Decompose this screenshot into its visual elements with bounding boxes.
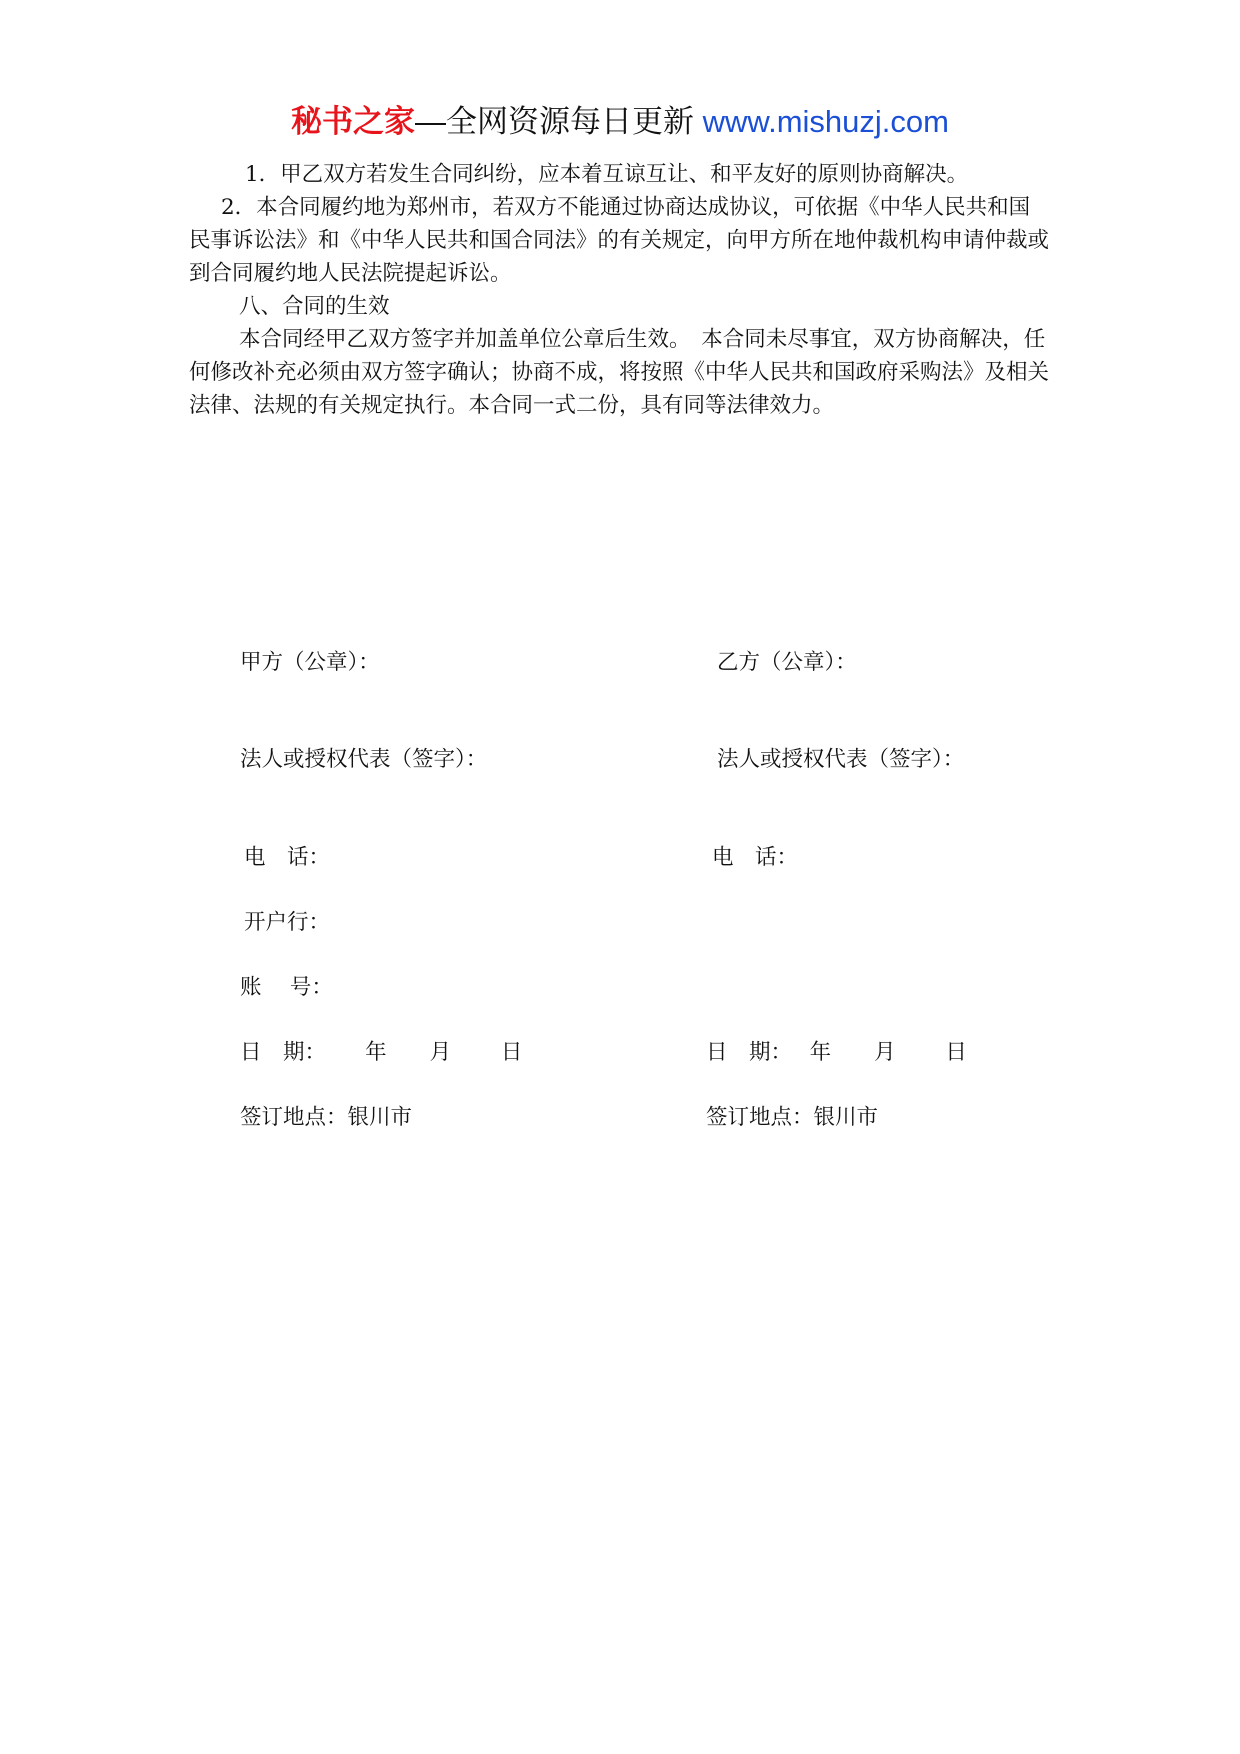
party-b-seal-label: 乙方（公章）： (717, 650, 857, 675)
site-header (0, 100, 1240, 144)
party-b-phone-label: 电 话： (712, 845, 799, 870)
section-heading-effect: 八、合同的生效 (239, 294, 390, 319)
effect-paragraph: 本合同经甲乙双方签字并加盖单位公章后生效。 本合同未尽事宜，双方协商解决，任何修改补充必须由双方签字确认；协商不成，将按照《中华人民共和国政府采购法》及相关法律、法规的有关规定执行。本合同一式二份，具有同等法律效力。 (189, 327, 1050, 418)
party-a-date-label: 日 期： 年 月 日 (240, 1040, 523, 1065)
contract-body (189, 158, 1051, 422)
party-a-place-label: 签订地点：银川市 (240, 1105, 413, 1130)
site-url[interactable]: www.mishuzj.com (702, 104, 949, 139)
party-b-place-label: 签订地点：银川市 (706, 1105, 879, 1130)
party-a-seal-label: 甲方（公章）： (240, 650, 380, 675)
clause-2-paragraph: 2．本合同履约地为郑州市，若双方不能通过协商达成协议，可依据《中华人民共和国民事诉讼法》和《中华人民共和国合同法》的有关规定，向甲方所在地仲裁机构申请仲裁或到合同履约地人民法院提起诉讼。 (189, 195, 1050, 286)
site-brand: 秘书之家 (291, 104, 416, 139)
party-a-phone-label: 电 话： (244, 845, 331, 870)
party-b-representative-label: 法人或授权代表（签字）： (717, 747, 965, 772)
party-a-account-label: 账 号： (240, 975, 333, 1000)
party-a-representative-label: 法人或授权代表（签字）： (240, 747, 488, 772)
clause-1-paragraph: 1．甲乙双方若发生合同纠纷，应本着互谅互让、和平友好的原则协商解决。 (245, 162, 969, 187)
site-tagline: —全网资源每日更新 (415, 104, 703, 139)
party-b-date-label: 日 期： 年 月 日 (706, 1040, 967, 1065)
party-a-bank-label: 开户行： (244, 910, 331, 935)
